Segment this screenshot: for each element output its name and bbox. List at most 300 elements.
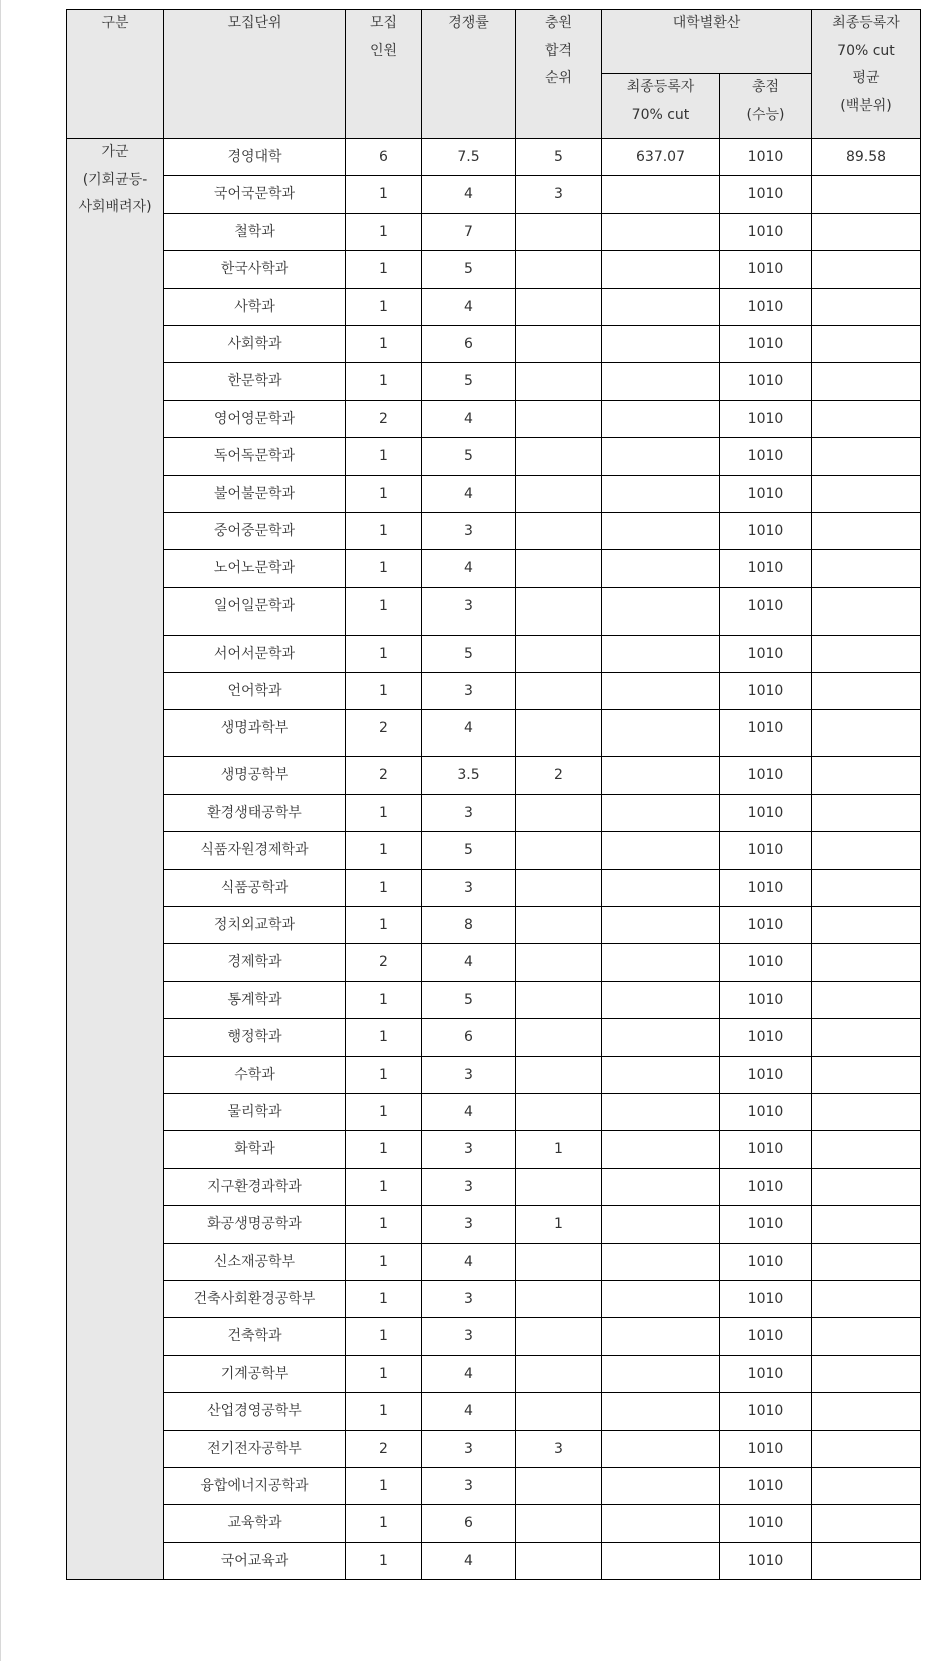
competition-rate-cell: 5	[422, 832, 516, 869]
waitlist-rank-cell	[516, 635, 602, 672]
quota-cell: 1	[346, 869, 422, 906]
competition-rate-cell: 4	[422, 944, 516, 981]
total-score-cell: 1010	[720, 1542, 812, 1579]
table-body	[67, 139, 921, 1580]
table-row	[67, 869, 921, 906]
table-row	[67, 1318, 921, 1355]
waitlist-rank-cell	[516, 673, 602, 710]
quota-cell: 1	[346, 794, 422, 831]
quota-cell: 2	[346, 944, 422, 981]
quota-cell: 1	[346, 1467, 422, 1504]
quota-cell: 1	[346, 1168, 422, 1205]
percentile-cell	[812, 325, 921, 362]
waitlist-rank-cell	[516, 475, 602, 512]
total-score-cell: 1010	[720, 794, 812, 831]
cut-score-cell	[602, 1318, 720, 1355]
competition-rate-cell: 4	[422, 1093, 516, 1130]
unit-cell: 환경생태공학부	[164, 794, 346, 831]
quota-cell: 1	[346, 1355, 422, 1392]
table-row	[67, 1393, 921, 1430]
waitlist-rank-cell	[516, 1093, 602, 1130]
unit-cell: 수학과	[164, 1056, 346, 1093]
percentile-cell	[812, 438, 921, 475]
percentile-cell	[812, 475, 921, 512]
competition-rate-cell: 4	[422, 710, 516, 757]
quota-cell: 1	[346, 1206, 422, 1243]
waitlist-rank-cell	[516, 710, 602, 757]
table-row	[67, 587, 921, 635]
competition-rate-cell: 4	[422, 288, 516, 325]
total-score-cell: 1010	[720, 363, 812, 400]
quota-cell: 1	[346, 1318, 422, 1355]
waitlist-rank-cell	[516, 981, 602, 1018]
table-row	[67, 251, 921, 288]
unit-cell: 노어노문학과	[164, 550, 346, 587]
total-score-cell: 1010	[720, 550, 812, 587]
total-score-cell: 1010	[720, 213, 812, 250]
unit-cell: 물리학과	[164, 1093, 346, 1130]
quota-cell: 1	[346, 1505, 422, 1542]
cut-score-cell	[602, 1243, 720, 1280]
waitlist-rank-cell	[516, 1542, 602, 1579]
competition-rate-cell: 6	[422, 1505, 516, 1542]
cut-score-cell	[602, 213, 720, 250]
competition-rate-cell: 7	[422, 213, 516, 250]
total-score-cell: 1010	[720, 1280, 812, 1317]
total-score-cell: 1010	[720, 512, 812, 549]
percentile-cell	[812, 673, 921, 710]
cut-score-cell	[602, 400, 720, 437]
total-score-cell: 1010	[720, 1505, 812, 1542]
cut-score-cell	[602, 1280, 720, 1317]
quota-cell: 2	[346, 710, 422, 757]
quota-cell: 1	[346, 176, 422, 213]
table-row	[67, 1131, 921, 1168]
total-score-cell: 1010	[720, 1206, 812, 1243]
cut-score-cell	[602, 869, 720, 906]
total-score-cell: 1010	[720, 1019, 812, 1056]
cut-score-cell	[602, 1467, 720, 1504]
competition-rate-cell: 3	[422, 673, 516, 710]
total-score-cell: 1010	[720, 832, 812, 869]
waitlist-rank-cell	[516, 550, 602, 587]
percentile-cell	[812, 1019, 921, 1056]
percentile-cell	[812, 587, 921, 635]
table-row	[67, 673, 921, 710]
total-score-cell: 1010	[720, 869, 812, 906]
waitlist-rank-cell	[516, 1056, 602, 1093]
cut-score-cell: 637.07	[602, 139, 720, 176]
cut-score-cell	[602, 1131, 720, 1168]
table-row	[67, 794, 921, 831]
total-score-cell: 1010	[720, 635, 812, 672]
table-row	[67, 1168, 921, 1205]
cut-score-cell	[602, 587, 720, 635]
percentile-cell	[812, 944, 921, 981]
cut-score-cell	[602, 944, 720, 981]
table-row	[67, 1542, 921, 1579]
competition-rate-cell: 3	[422, 1467, 516, 1504]
percentile-cell	[812, 1056, 921, 1093]
quota-cell: 2	[346, 400, 422, 437]
competition-rate-cell: 6	[422, 1019, 516, 1056]
unit-cell: 국어국문학과	[164, 176, 346, 213]
table-row	[67, 1430, 921, 1467]
percentile-cell	[812, 1206, 921, 1243]
table-header	[67, 10, 921, 139]
quota-cell: 1	[346, 981, 422, 1018]
waitlist-rank-cell	[516, 1318, 602, 1355]
unit-cell: 사학과	[164, 288, 346, 325]
waitlist-rank-cell	[516, 400, 602, 437]
table-row	[67, 325, 921, 362]
percentile-cell	[812, 710, 921, 757]
percentile-cell	[812, 1505, 921, 1542]
waitlist-rank-cell	[516, 288, 602, 325]
competition-rate-cell: 3	[422, 1206, 516, 1243]
competition-rate-cell: 4	[422, 1355, 516, 1392]
cut-score-cell	[602, 794, 720, 831]
competition-rate-cell: 3	[422, 1280, 516, 1317]
percentile-cell	[812, 757, 921, 794]
percentile-cell	[812, 400, 921, 437]
table-row	[67, 139, 921, 176]
waitlist-rank-cell	[516, 213, 602, 250]
percentile-cell	[812, 288, 921, 325]
waitlist-rank-cell	[516, 944, 602, 981]
quota-cell: 6	[346, 139, 422, 176]
competition-rate-cell: 5	[422, 438, 516, 475]
cut-score-cell	[602, 1168, 720, 1205]
cut-score-cell	[602, 288, 720, 325]
total-score-cell: 1010	[720, 288, 812, 325]
table-row	[67, 550, 921, 587]
percentile-cell	[812, 1393, 921, 1430]
total-score-cell: 1010	[720, 1093, 812, 1130]
percentile-cell	[812, 213, 921, 250]
percentile-cell	[812, 1243, 921, 1280]
competition-rate-cell: 5	[422, 251, 516, 288]
quota-cell: 1	[346, 1393, 422, 1430]
total-score-cell: 1010	[720, 1131, 812, 1168]
waitlist-rank-cell: 1	[516, 1206, 602, 1243]
unit-cell: 생명과학부	[164, 710, 346, 757]
table-row	[67, 1355, 921, 1392]
percentile-cell	[812, 1093, 921, 1130]
table-row	[67, 1206, 921, 1243]
competition-rate-cell: 6	[422, 325, 516, 362]
percentile-cell: 89.58	[812, 139, 921, 176]
cut-score-cell	[602, 475, 720, 512]
admission-results-table	[66, 9, 921, 1580]
unit-cell: 경제학과	[164, 944, 346, 981]
unit-cell: 한국사학과	[164, 251, 346, 288]
waitlist-rank-cell	[516, 1280, 602, 1317]
cut-score-cell	[602, 550, 720, 587]
percentile-cell	[812, 1467, 921, 1504]
total-score-cell: 1010	[720, 325, 812, 362]
total-score-cell: 1010	[720, 587, 812, 635]
unit-cell: 언어학과	[164, 673, 346, 710]
waitlist-rank-cell	[516, 832, 602, 869]
waitlist-rank-cell	[516, 794, 602, 831]
competition-rate-cell: 3	[422, 1430, 516, 1467]
waitlist-rank-cell	[516, 907, 602, 944]
quota-cell: 1	[346, 550, 422, 587]
unit-cell: 한문학과	[164, 363, 346, 400]
quota-cell: 1	[346, 907, 422, 944]
total-score-cell: 1010	[720, 1168, 812, 1205]
total-score-cell: 1010	[720, 475, 812, 512]
total-score-cell: 1010	[720, 1318, 812, 1355]
competition-rate-cell: 4	[422, 550, 516, 587]
total-score-cell: 1010	[720, 400, 812, 437]
total-score-cell: 1010	[720, 1243, 812, 1280]
table-row	[67, 1505, 921, 1542]
table-row	[67, 213, 921, 250]
unit-cell: 일어일문학과	[164, 587, 346, 635]
table-row	[67, 710, 921, 757]
cut-score-cell	[602, 710, 720, 757]
competition-rate-cell: 3	[422, 1056, 516, 1093]
competition-rate-cell: 8	[422, 907, 516, 944]
header-university-conversion: 대학별환산	[602, 10, 812, 74]
percentile-cell	[812, 550, 921, 587]
quota-cell: 1	[346, 1280, 422, 1317]
competition-rate-cell: 4	[422, 1542, 516, 1579]
cut-score-cell	[602, 673, 720, 710]
quota-cell: 1	[346, 512, 422, 549]
percentile-cell	[812, 176, 921, 213]
waitlist-rank-cell	[516, 587, 602, 635]
quota-cell: 1	[346, 1093, 422, 1130]
table-row	[67, 1243, 921, 1280]
waitlist-rank-cell: 2	[516, 757, 602, 794]
unit-cell: 건축사회환경공학부	[164, 1280, 346, 1317]
table-row	[67, 1280, 921, 1317]
header-category: 구분	[67, 10, 164, 139]
total-score-cell: 1010	[720, 1430, 812, 1467]
competition-rate-cell: 7.5	[422, 139, 516, 176]
unit-cell: 불어불문학과	[164, 475, 346, 512]
quota-cell: 1	[346, 1243, 422, 1280]
cut-score-cell	[602, 363, 720, 400]
table-row	[67, 944, 921, 981]
unit-cell: 화공생명공학과	[164, 1206, 346, 1243]
table-row	[67, 512, 921, 549]
unit-cell: 건축학과	[164, 1318, 346, 1355]
cut-score-cell	[602, 1206, 720, 1243]
waitlist-rank-cell	[516, 1019, 602, 1056]
competition-rate-cell: 3	[422, 1168, 516, 1205]
total-score-cell: 1010	[720, 944, 812, 981]
total-score-cell: 1010	[720, 907, 812, 944]
total-score-cell: 1010	[720, 139, 812, 176]
table-row	[67, 907, 921, 944]
cut-score-cell	[602, 1505, 720, 1542]
table-row	[67, 400, 921, 437]
quota-cell: 1	[346, 363, 422, 400]
competition-rate-cell: 4	[422, 176, 516, 213]
percentile-cell	[812, 1542, 921, 1579]
cut-score-cell	[602, 981, 720, 1018]
quota-cell: 1	[346, 1542, 422, 1579]
table-row	[67, 1093, 921, 1130]
cut-score-cell	[602, 512, 720, 549]
total-score-cell: 1010	[720, 757, 812, 794]
page-left-border	[0, 0, 1, 1661]
waitlist-rank-cell	[516, 1243, 602, 1280]
table-row	[67, 635, 921, 672]
unit-cell: 국어교육과	[164, 1542, 346, 1579]
cut-score-cell	[602, 1019, 720, 1056]
unit-cell: 영어영문학과	[164, 400, 346, 437]
table-row	[67, 1056, 921, 1093]
waitlist-rank-cell: 3	[516, 1430, 602, 1467]
waitlist-rank-cell: 1	[516, 1131, 602, 1168]
cut-score-cell	[602, 907, 720, 944]
total-score-cell: 1010	[720, 438, 812, 475]
header-waitlist-rank: 충원 합격 순위	[516, 10, 602, 139]
unit-cell: 전기전자공학부	[164, 1430, 346, 1467]
cut-score-cell	[602, 438, 720, 475]
waitlist-rank-cell	[516, 512, 602, 549]
waitlist-rank-cell	[516, 1467, 602, 1504]
unit-cell: 행정학과	[164, 1019, 346, 1056]
unit-cell: 철학과	[164, 213, 346, 250]
percentile-cell	[812, 1280, 921, 1317]
unit-cell: 신소재공학부	[164, 1243, 346, 1280]
unit-cell: 통계학과	[164, 981, 346, 1018]
header-total-score: 총점 (수능)	[720, 74, 812, 139]
waitlist-rank-cell	[516, 1355, 602, 1392]
unit-cell: 서어서문학과	[164, 635, 346, 672]
unit-cell: 화학과	[164, 1131, 346, 1168]
unit-cell: 사회학과	[164, 325, 346, 362]
competition-rate-cell: 4	[422, 475, 516, 512]
waitlist-rank-cell	[516, 251, 602, 288]
quota-cell: 1	[346, 475, 422, 512]
quota-cell: 2	[346, 1430, 422, 1467]
total-score-cell: 1010	[720, 176, 812, 213]
table-row	[67, 438, 921, 475]
percentile-cell	[812, 794, 921, 831]
cut-score-cell	[602, 1393, 720, 1430]
table-row	[67, 981, 921, 1018]
competition-rate-cell: 3	[422, 1318, 516, 1355]
quota-cell: 1	[346, 635, 422, 672]
header-cut-score: 최종등록자 70% cut	[602, 74, 720, 139]
competition-rate-cell: 3	[422, 869, 516, 906]
total-score-cell: 1010	[720, 1393, 812, 1430]
percentile-cell	[812, 981, 921, 1018]
percentile-cell	[812, 1318, 921, 1355]
competition-rate-cell: 3	[422, 587, 516, 635]
quota-cell: 1	[346, 1056, 422, 1093]
quota-cell: 1	[346, 1019, 422, 1056]
unit-cell: 독어독문학과	[164, 438, 346, 475]
unit-cell: 교육학과	[164, 1505, 346, 1542]
header-unit: 모집단위	[164, 10, 346, 139]
cut-score-cell	[602, 832, 720, 869]
percentile-cell	[812, 1355, 921, 1392]
quota-cell: 1	[346, 587, 422, 635]
competition-rate-cell: 3.5	[422, 757, 516, 794]
waitlist-rank-cell: 5	[516, 139, 602, 176]
waitlist-rank-cell	[516, 1168, 602, 1205]
competition-rate-cell: 5	[422, 635, 516, 672]
quota-cell: 1	[346, 251, 422, 288]
cut-score-cell	[602, 1093, 720, 1130]
quota-cell: 1	[346, 832, 422, 869]
competition-rate-cell: 4	[422, 400, 516, 437]
unit-cell: 산업경영공학부	[164, 1393, 346, 1430]
total-score-cell: 1010	[720, 1467, 812, 1504]
percentile-cell	[812, 832, 921, 869]
competition-rate-cell: 3	[422, 512, 516, 549]
competition-rate-cell: 4	[422, 1243, 516, 1280]
percentile-cell	[812, 1168, 921, 1205]
waitlist-rank-cell	[516, 1505, 602, 1542]
table-row	[67, 288, 921, 325]
waitlist-rank-cell	[516, 325, 602, 362]
group-label-cell: 가군 (기회균등- 사회배려자)	[67, 139, 164, 1580]
table-row	[67, 176, 921, 213]
unit-cell: 경영대학	[164, 139, 346, 176]
cut-score-cell	[602, 176, 720, 213]
percentile-cell	[812, 907, 921, 944]
cut-score-cell	[602, 757, 720, 794]
unit-cell: 지구환경과학과	[164, 1168, 346, 1205]
percentile-cell	[812, 1430, 921, 1467]
waitlist-rank-cell: 3	[516, 176, 602, 213]
unit-cell: 정치외교학과	[164, 907, 346, 944]
table-row	[67, 475, 921, 512]
competition-rate-cell: 4	[422, 1393, 516, 1430]
percentile-cell	[812, 635, 921, 672]
percentile-cell	[812, 251, 921, 288]
percentile-cell	[812, 512, 921, 549]
cut-score-cell	[602, 1355, 720, 1392]
cut-score-cell	[602, 1056, 720, 1093]
quota-cell: 1	[346, 325, 422, 362]
total-score-cell: 1010	[720, 1056, 812, 1093]
total-score-cell: 1010	[720, 251, 812, 288]
table-row	[67, 1467, 921, 1504]
cut-score-cell	[602, 251, 720, 288]
percentile-cell	[812, 363, 921, 400]
competition-rate-cell: 3	[422, 794, 516, 831]
quota-cell: 1	[346, 438, 422, 475]
waitlist-rank-cell	[516, 869, 602, 906]
quota-cell: 1	[346, 673, 422, 710]
quota-cell: 1	[346, 288, 422, 325]
table-row	[67, 1019, 921, 1056]
total-score-cell: 1010	[720, 981, 812, 1018]
table-row	[67, 363, 921, 400]
percentile-cell	[812, 1131, 921, 1168]
unit-cell: 식품자원경제학과	[164, 832, 346, 869]
table-row	[67, 832, 921, 869]
header-percentile-average: 최종등록자 70% cut 평균 (백분위)	[812, 10, 921, 139]
competition-rate-cell: 5	[422, 981, 516, 1018]
cut-score-cell	[602, 1542, 720, 1579]
header-competition-rate: 경쟁률	[422, 10, 516, 139]
table-row	[67, 757, 921, 794]
cut-score-cell	[602, 325, 720, 362]
competition-rate-cell: 5	[422, 363, 516, 400]
unit-cell: 생명공학부	[164, 757, 346, 794]
